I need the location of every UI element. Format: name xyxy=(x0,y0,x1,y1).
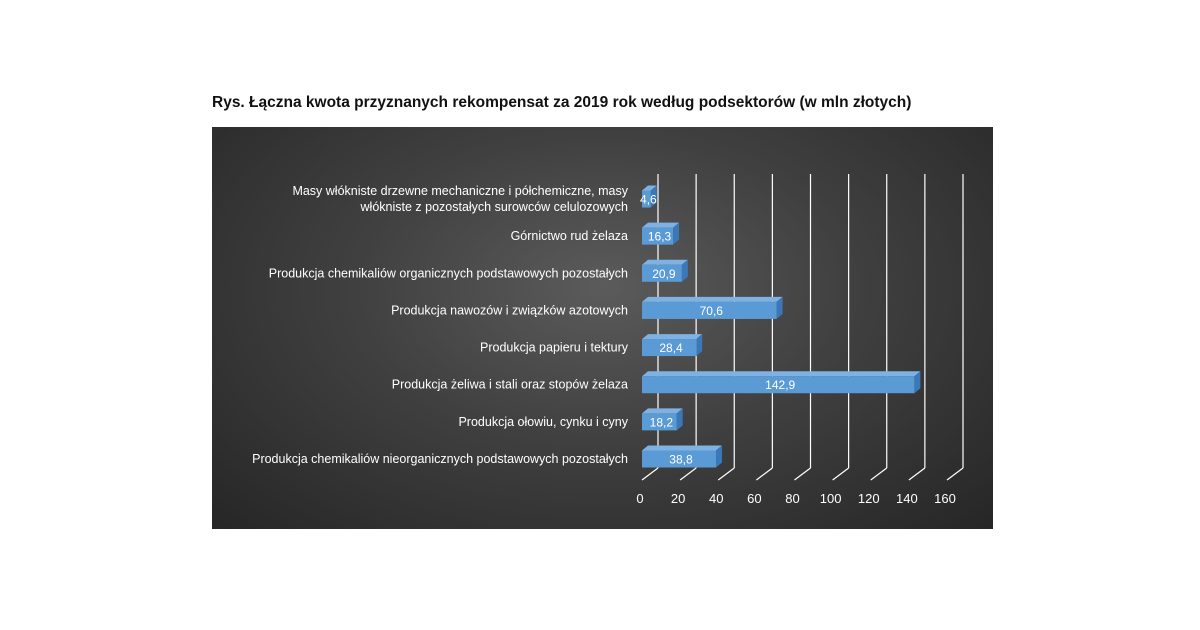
category-label: Masy włókniste drzewne mechaniczne i półchemiczne, masy włókniste z pozostałych surowców celulozowych xyxy=(292,184,628,214)
x-tick-label: 20 xyxy=(670,491,686,506)
bar-top-face xyxy=(642,371,920,376)
gridline-floor xyxy=(947,468,963,480)
bar-top-face xyxy=(642,223,679,228)
gridline-floor xyxy=(871,468,887,480)
bar-top-face xyxy=(642,260,688,265)
category-label: Produkcja ołowiu, cynku i cyny xyxy=(458,414,628,429)
data-label: 38,8 xyxy=(669,452,693,467)
category-label: Produkcja chemikaliów nieorganicznych podstawowych pozostałych xyxy=(252,452,628,466)
bar-top-face xyxy=(642,334,702,339)
bars xyxy=(640,186,920,468)
bar-top-face xyxy=(642,297,783,302)
category-label: Produkcja nawozów i związków azotowych xyxy=(391,303,628,318)
chart-panel xyxy=(212,127,993,529)
gridline-floor xyxy=(642,468,658,480)
gridline-floor xyxy=(909,468,925,480)
x-axis-ticks xyxy=(636,491,955,506)
x-tick-label: 140 xyxy=(896,491,918,506)
gridlines xyxy=(642,174,963,480)
category-label: Produkcja papieru i tektury xyxy=(480,340,628,355)
bar-top-face xyxy=(642,408,683,413)
category-label: Górnictwo rud żelaza xyxy=(510,229,628,244)
x-tick-label: 60 xyxy=(747,491,762,506)
x-tick-label: 160 xyxy=(934,491,956,506)
bar-top-face xyxy=(642,446,722,451)
gridline-floor xyxy=(833,468,849,480)
data-label: 18,2 xyxy=(649,415,674,430)
x-tick-label: 80 xyxy=(785,491,800,506)
category-label: Produkcja żeliwa i stali oraz stopów żelaza xyxy=(391,377,628,392)
gridline-floor xyxy=(680,468,696,480)
data-label: 20,9 xyxy=(652,266,676,281)
x-tick-label: 100 xyxy=(819,491,842,506)
data-label: 28,4 xyxy=(659,341,683,356)
x-tick-label: 40 xyxy=(709,491,724,506)
bar-chart xyxy=(212,127,993,529)
x-tick-label: 120 xyxy=(857,491,880,506)
data-label: 142,9 xyxy=(765,378,796,393)
category-labels xyxy=(252,184,629,466)
data-label: 16,3 xyxy=(647,229,672,244)
data-label: 4,6 xyxy=(640,192,657,207)
gridline-floor xyxy=(795,468,811,480)
gridline-floor xyxy=(718,468,734,480)
data-label: 70,6 xyxy=(699,303,723,318)
gridline-floor xyxy=(756,468,772,480)
category-label: Produkcja chemikaliów organicznych podstawowych pozostałych xyxy=(268,266,628,281)
chart-title: Rys. Łączna kwota przyznanych rekompensat za 2019 rok według podsektorów (w mln złotych) xyxy=(212,94,912,111)
x-tick-label: 0 xyxy=(636,491,644,506)
